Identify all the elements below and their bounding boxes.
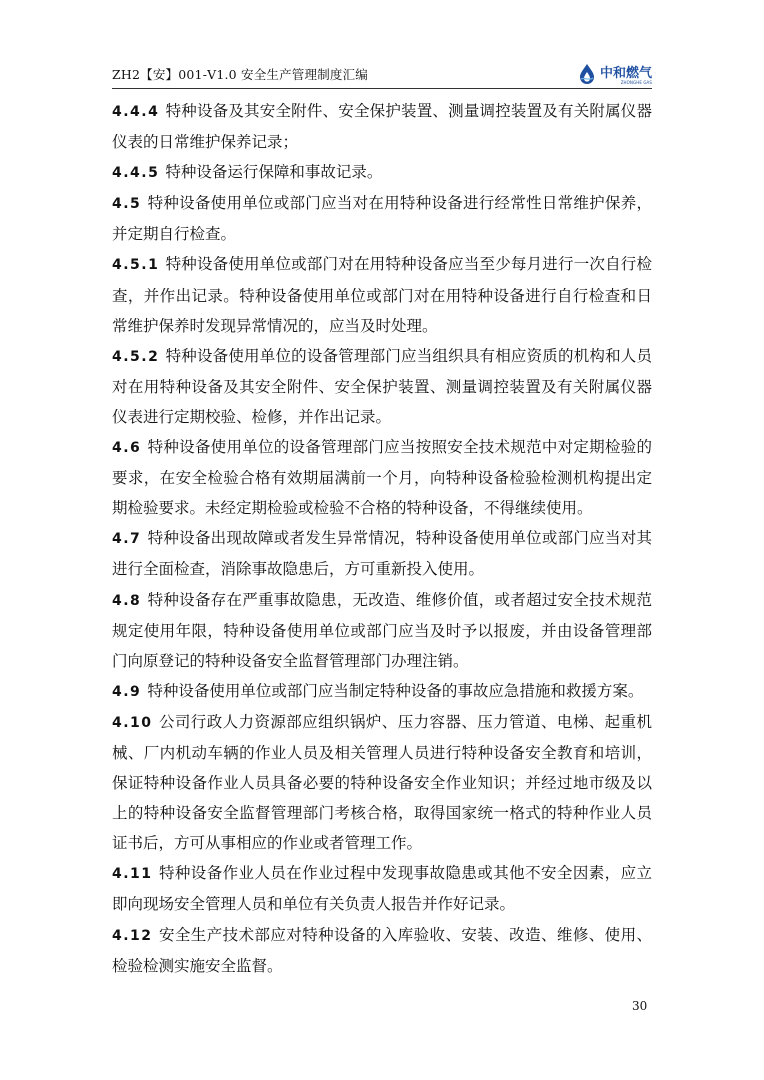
paragraph-4-10 (112, 707, 652, 858)
clause-text: 特种设备作业人员在作业过程中发现事故隐患或其他不安全因素，应立即向现场安全管理人员和单位有关负责人报告并作好记录。 (112, 864, 652, 914)
document-body (112, 96, 652, 981)
paragraph-4-4-4 (112, 96, 652, 157)
clause-number: 4.4.5 (112, 165, 160, 182)
clause-number: 4.8 (112, 592, 142, 609)
logo-subtext: ZHONGHE GAS (620, 80, 652, 85)
header-divider (112, 88, 652, 89)
paragraph-4-4-5 (112, 157, 652, 188)
clause-number: 4.11 (112, 866, 153, 883)
page-header (112, 62, 652, 88)
clause-text: 特种设备使用单位的设备管理部门应当组织具有相应资质的机构和人员对在用特种设备及其安全附件、安全保护装置、测量调控装置及有关附属仪器仪表进行定期校验、检修，并作出记录。 (112, 346, 652, 426)
clause-number: 4.6 (112, 440, 142, 457)
paragraph-4-11 (112, 858, 652, 919)
clause-number: 4.10 (112, 714, 153, 731)
logo-text: 中和燃气 (599, 66, 652, 81)
clause-text: 特种设备使用单位或部门应当制定特种设备的事故应急措施和救援方案。 (147, 681, 644, 700)
clause-number: 4.12 (112, 927, 153, 944)
clause-text: 安全生产技术部应对特种设备的入库验收、安装、改造、维修、使用、检验检测实施安全监督。 (112, 925, 652, 975)
clause-text: 特种设备使用单位的设备管理部门应当按照安全技术规范中对定期检验的要求，在安全检验合格有效期届满前一个月，向特种设备检验检测机构提出定期检验要求。未经定期检验或检验不合格的特种设备，不得继续使用。 (112, 438, 652, 518)
clause-text: 特种设备运行保障和事故记录。 (165, 163, 383, 182)
clause-number: 4.5 (112, 196, 142, 213)
clause-number: 4.4.4 (112, 104, 160, 120)
clause-text: 特种设备及其安全附件、安全保护装置、测量调控装置及有关附属仪器仪表的日常维护保养记录； (112, 102, 652, 152)
paragraph-4-12 (112, 920, 652, 981)
paragraph-4-5 (112, 188, 652, 249)
clause-number: 4.5.2 (112, 348, 160, 365)
clause-text: 特种设备使用单位或部门对在用特种设备应当至少每月进行一次自行检查，并作出记录。特种设备使用单位或部门对在用特种设备进行自行检查和日常维护保养时发现异常情况的，应当及时处理。 (112, 255, 652, 335)
document-title: ZH2【安】001-V1.0 安全生产管理制度汇编 (112, 67, 369, 82)
paragraph-4-8 (112, 585, 652, 676)
clause-text: 公司行政人力资源部应组织锅炉、压力容器、压力管道、电梯、起重机械、厂内机动车辆的作业人员及相关管理人员进行特种设备安全教育和培训，保证特种设备作业人员具备必要的特种设备安全作业知识；并经过地市级及以上的特种设备安全监督管理部门考核合格，取得国家统一格式的特种作业人员证书后，方可从事相应的作业或者管理工作。 (112, 712, 652, 853)
paragraph-4-5-2 (112, 341, 652, 432)
clause-number: 4.5.1 (112, 257, 160, 274)
page-number: 30 (632, 999, 648, 1013)
paragraph-4-7 (112, 523, 652, 584)
flame-drop-icon (577, 63, 597, 85)
clause-text: 特种设备出现故障或者发生异常情况，特种设备使用单位或部门应当对其进行全面检查，消除事故隐患后，方可重新投入使用。 (112, 529, 652, 579)
paragraph-4-9 (112, 676, 652, 707)
clause-number: 4.9 (112, 683, 142, 700)
paragraph-4-6 (112, 432, 652, 523)
clause-number: 4.7 (112, 531, 142, 548)
clause-text: 特种设备存在严重事故隐患，无改造、维修价值，或者超过安全技术规范规定使用年限，特种设备使用单位或部门应当及时予以报废，并由设备管理部门向原登记的特种设备安全监督管理部门办理注销。 (112, 590, 652, 670)
paragraph-4-5-1 (112, 249, 652, 340)
clause-text: 特种设备使用单位或部门应当对在用特种设备进行经常性日常维护保养，并定期自行检查。 (112, 194, 652, 244)
